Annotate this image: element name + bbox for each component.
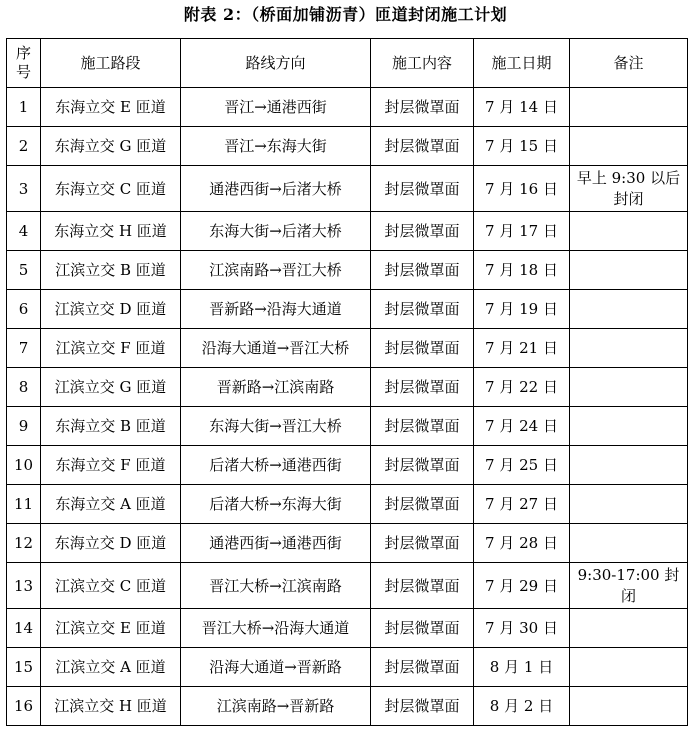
header-row	[7, 39, 688, 88]
cell-note	[570, 329, 688, 368]
cell-content: 封层微罩面	[371, 88, 474, 127]
table-row	[7, 127, 688, 166]
cell-date: 7 月 15 日	[474, 127, 570, 166]
cell-note	[570, 648, 688, 687]
cell-seq: 1	[7, 88, 41, 127]
cell-segment: 江滨立交 H 匝道	[41, 687, 181, 726]
cell-direction: 晋新路→沿海大通道	[181, 290, 371, 329]
cell-content: 封层微罩面	[371, 407, 474, 446]
cell-direction: 晋江→通港西街	[181, 88, 371, 127]
cell-note	[570, 524, 688, 563]
cell-date: 7 月 18 日	[474, 251, 570, 290]
cell-date: 8 月 2 日	[474, 687, 570, 726]
closure-plan-table	[6, 38, 688, 726]
cell-date: 7 月 24 日	[474, 407, 570, 446]
cell-seq: 3	[7, 166, 41, 212]
cell-direction: 通港西街→后渚大桥	[181, 166, 371, 212]
cell-segment: 江滨立交 C 匝道	[41, 563, 181, 609]
cell-direction: 江滨南路→晋新路	[181, 687, 371, 726]
cell-direction: 沿海大通道→晋江大桥	[181, 329, 371, 368]
cell-direction: 东海大街→后渚大桥	[181, 212, 371, 251]
cell-note	[570, 127, 688, 166]
cell-date: 7 月 14 日	[474, 88, 570, 127]
cell-seq: 7	[7, 329, 41, 368]
cell-date: 7 月 29 日	[474, 563, 570, 609]
cell-direction: 晋江大桥→沿海大通道	[181, 609, 371, 648]
cell-date: 7 月 17 日	[474, 212, 570, 251]
cell-content: 封层微罩面	[371, 446, 474, 485]
cell-segment: 江滨立交 D 匝道	[41, 290, 181, 329]
cell-segment: 东海立交 F 匝道	[41, 446, 181, 485]
cell-segment: 江滨立交 G 匝道	[41, 368, 181, 407]
header-segment: 施工路段	[41, 39, 181, 88]
header-seq: 序号	[7, 39, 41, 88]
cell-content: 封层微罩面	[371, 485, 474, 524]
cell-content: 封层微罩面	[371, 368, 474, 407]
table-row	[7, 407, 688, 446]
cell-note	[570, 251, 688, 290]
cell-content: 封层微罩面	[371, 251, 474, 290]
cell-date: 7 月 16 日	[474, 166, 570, 212]
table-row	[7, 329, 688, 368]
table-row	[7, 212, 688, 251]
cell-seq: 8	[7, 368, 41, 407]
cell-segment: 东海立交 A 匝道	[41, 485, 181, 524]
cell-segment: 江滨立交 E 匝道	[41, 609, 181, 648]
cell-date: 7 月 28 日	[474, 524, 570, 563]
cell-direction: 后渚大桥→通港西街	[181, 446, 371, 485]
cell-seq: 12	[7, 524, 41, 563]
cell-date: 7 月 25 日	[474, 446, 570, 485]
cell-date: 7 月 21 日	[474, 329, 570, 368]
cell-date: 7 月 22 日	[474, 368, 570, 407]
table-row	[7, 563, 688, 609]
cell-seq: 10	[7, 446, 41, 485]
cell-direction: 晋江大桥→江滨南路	[181, 563, 371, 609]
cell-segment: 东海立交 C 匝道	[41, 166, 181, 212]
table-body	[7, 88, 688, 726]
cell-seq: 15	[7, 648, 41, 687]
cell-note	[570, 88, 688, 127]
cell-seq: 9	[7, 407, 41, 446]
table-row	[7, 251, 688, 290]
cell-seq: 5	[7, 251, 41, 290]
cell-seq: 16	[7, 687, 41, 726]
cell-date: 7 月 30 日	[474, 609, 570, 648]
cell-direction: 晋新路→江滨南路	[181, 368, 371, 407]
cell-seq: 6	[7, 290, 41, 329]
table-row	[7, 687, 688, 726]
cell-direction: 东海大街→晋江大桥	[181, 407, 371, 446]
cell-content: 封层微罩面	[371, 687, 474, 726]
cell-note: 早上 9:30 以后封闭	[570, 166, 688, 212]
cell-note	[570, 407, 688, 446]
table-row	[7, 446, 688, 485]
cell-content: 封层微罩面	[371, 563, 474, 609]
cell-date: 8 月 1 日	[474, 648, 570, 687]
table-row	[7, 609, 688, 648]
cell-segment: 东海立交 H 匝道	[41, 212, 181, 251]
cell-note: 9:30-17:00 封闭	[570, 563, 688, 609]
cell-content: 封层微罩面	[371, 212, 474, 251]
cell-seq: 4	[7, 212, 41, 251]
cell-segment: 江滨立交 B 匝道	[41, 251, 181, 290]
cell-date: 7 月 27 日	[474, 485, 570, 524]
cell-note	[570, 212, 688, 251]
cell-note	[570, 368, 688, 407]
cell-note	[570, 609, 688, 648]
cell-segment: 东海立交 E 匝道	[41, 88, 181, 127]
cell-seq: 11	[7, 485, 41, 524]
cell-note	[570, 446, 688, 485]
cell-note	[570, 290, 688, 329]
cell-seq: 14	[7, 609, 41, 648]
cell-segment: 江滨立交 F 匝道	[41, 329, 181, 368]
table-row	[7, 524, 688, 563]
cell-segment: 东海立交 B 匝道	[41, 407, 181, 446]
cell-direction: 沿海大通道→晋新路	[181, 648, 371, 687]
header-direction: 路线方向	[181, 39, 371, 88]
cell-segment: 东海立交 G 匝道	[41, 127, 181, 166]
cell-content: 封层微罩面	[371, 290, 474, 329]
cell-note	[570, 687, 688, 726]
table-row	[7, 88, 688, 127]
header-content: 施工内容	[371, 39, 474, 88]
cell-seq: 13	[7, 563, 41, 609]
cell-content: 封层微罩面	[371, 648, 474, 687]
table-row	[7, 648, 688, 687]
header-note: 备注	[570, 39, 688, 88]
cell-segment: 江滨立交 A 匝道	[41, 648, 181, 687]
table-row	[7, 166, 688, 212]
cell-content: 封层微罩面	[371, 329, 474, 368]
cell-seq: 2	[7, 127, 41, 166]
cell-direction: 后渚大桥→东海大街	[181, 485, 371, 524]
table-row	[7, 368, 688, 407]
cell-note	[570, 485, 688, 524]
cell-content: 封层微罩面	[371, 609, 474, 648]
table-row	[7, 290, 688, 329]
cell-date: 7 月 19 日	[474, 290, 570, 329]
cell-direction: 通港西街→通港西街	[181, 524, 371, 563]
header-date: 施工日期	[474, 39, 570, 88]
table-row	[7, 485, 688, 524]
cell-segment: 东海立交 D 匝道	[41, 524, 181, 563]
document-title: 附表 2：（桥面加铺沥青）匝道封闭施工计划	[183, 5, 508, 24]
cell-content: 封层微罩面	[371, 127, 474, 166]
cell-direction: 江滨南路→晋江大桥	[181, 251, 371, 290]
cell-content: 封层微罩面	[371, 166, 474, 212]
cell-content: 封层微罩面	[371, 524, 474, 563]
cell-direction: 晋江→东海大街	[181, 127, 371, 166]
